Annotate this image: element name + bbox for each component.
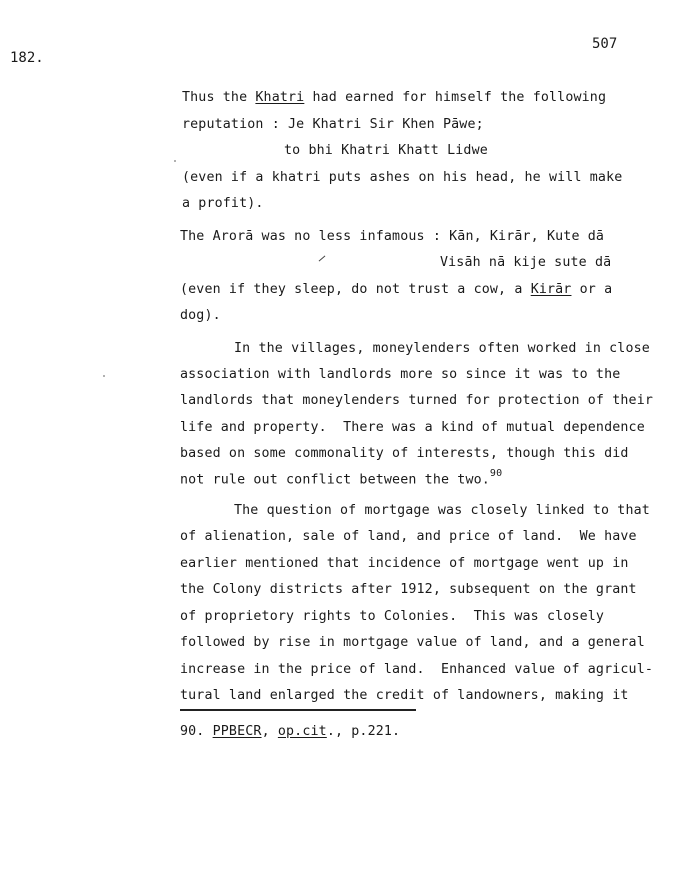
text-line: not rule out conflict between the two.$^{90}$ bbox=[180, 468, 503, 488]
text-line: association with landlords more so since it was to the bbox=[180, 367, 621, 382]
text-line: The Arorā was no less infamous : Kān, Kirār, Kute dā bbox=[180, 229, 605, 244]
page-number-left: 182. bbox=[10, 50, 44, 66]
scan-speck bbox=[103, 375, 105, 377]
text-line: landlords that moneylenders turned for protection of their bbox=[180, 393, 654, 408]
text-line: In the villages, moneylenders often worked in close bbox=[234, 341, 650, 356]
footnote-divider bbox=[180, 709, 416, 711]
text-line: Visāh nā kije sute dā bbox=[440, 255, 612, 270]
text-line: followed by rise in mortgage value of land, and a general bbox=[180, 635, 645, 650]
text-line: tural land enlarged the credit of landowners, making it bbox=[180, 688, 629, 703]
text-line: based on some commonality of interests, though this did bbox=[180, 446, 629, 461]
footnote: 90. PPBECR, op.cit., p.221. bbox=[180, 724, 401, 739]
scan-speck bbox=[174, 160, 176, 162]
text-line: of alienation, sale of land, and price of land. We have bbox=[180, 529, 637, 544]
text-line: Thus the Khatri had earned for himself the following bbox=[182, 90, 607, 105]
footnote-marker: 90 bbox=[489, 468, 503, 479]
text-line: The question of mortgage was closely linked to that bbox=[234, 503, 650, 518]
page-number-right: 507 bbox=[592, 36, 618, 52]
pen-mark bbox=[319, 256, 326, 262]
text-line: life and property. There was a kind of mutual dependence bbox=[180, 420, 645, 435]
text-line: the Colony districts after 1912, subsequent on the grant bbox=[180, 582, 637, 597]
text-line: reputation : Je Khatri Sir Khen Pāwe; bbox=[182, 117, 484, 132]
text-line: earlier mentioned that incidence of mortgage went up in bbox=[180, 556, 629, 571]
text-line: increase in the price of land. Enhanced value of agricul- bbox=[180, 662, 654, 677]
text-line: a profit). bbox=[182, 196, 264, 211]
text-line: to bhi Khatri Khatt Lidwe bbox=[284, 143, 488, 158]
text-line: of proprietory rights to Colonies. This was closely bbox=[180, 609, 605, 624]
text-line: dog). bbox=[180, 308, 221, 323]
text-line: (even if a khatri puts ashes on his head, he will make bbox=[182, 170, 623, 185]
text-line: (even if they sleep, do not trust a cow, a Kirār or a bbox=[180, 282, 613, 297]
